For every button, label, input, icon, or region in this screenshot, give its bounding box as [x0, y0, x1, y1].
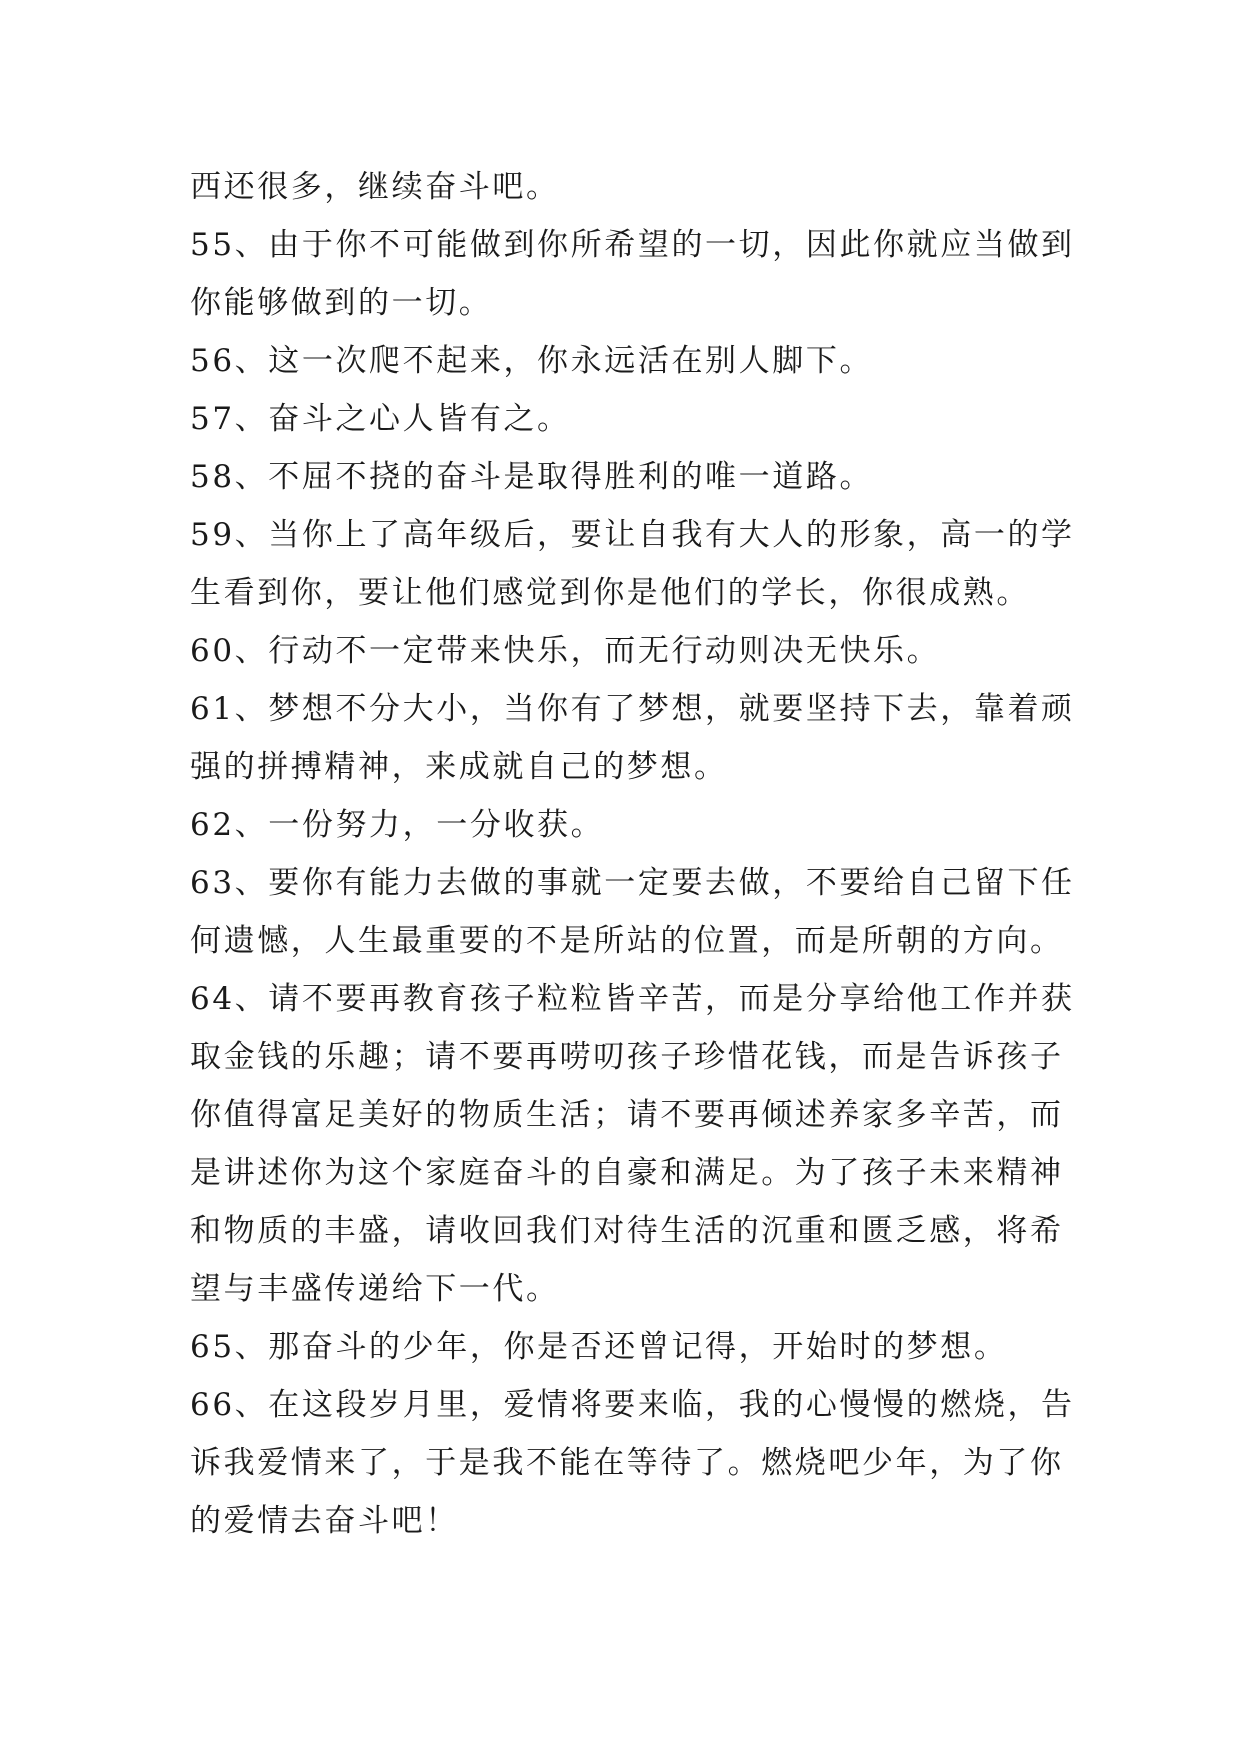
text-line: 59、当你上了高年级后，要让自我有大人的形象，高一的学 — [190, 517, 1075, 553]
text-line: 63、要你有能力去做的事就一定要去做，不要给自己留下任 — [190, 865, 1075, 901]
text-line: 61、梦想不分大小，当你有了梦想，就要坚持下去，靠着顽 — [190, 691, 1075, 727]
text-line: 诉我爱情来了，于是我不能在等待了。燃烧吧少年，为了你 — [190, 1445, 1064, 1481]
document-body — [190, 158, 1075, 1550]
text-line: 57、奋斗之心人皆有之。 — [190, 401, 571, 437]
text-line: 58、不屈不挠的奋斗是取得胜利的唯一道路。 — [190, 459, 874, 495]
text-line: 65、那奋斗的少年，你是否还曾记得，开始时的梦想。 — [190, 1329, 1008, 1365]
text-line: 66、在这段岁月里，爱情将要来临，我的心慢慢的燃烧，告 — [190, 1387, 1075, 1423]
text-line: 62、一份努力，一分收获。 — [190, 807, 605, 843]
text-line: 你值得富足美好的物质生活；请不要再倾述养家多辛苦，而 — [190, 1097, 1064, 1133]
text-line: 生看到你，要让他们感觉到你是他们的学长，你很成熟。 — [190, 575, 1030, 611]
text-line: 西还很多，继续奋斗吧。 — [190, 169, 560, 205]
text-line: 你能够做到的一切。 — [190, 285, 493, 321]
text-line: 望与丰盛传递给下一代。 — [190, 1271, 560, 1307]
text-line: 何遗憾，人生最重要的不是所站的位置，而是所朝的方向。 — [190, 923, 1064, 959]
text-line: 是讲述你为这个家庭奋斗的自豪和满足。为了孩子未来精神 — [190, 1155, 1064, 1191]
text-line: 强的拼搏精神，来成就自己的梦想。 — [190, 749, 728, 785]
text-line: 取金钱的乐趣；请不要再唠叨孩子珍惜花钱，而是告诉孩子 — [190, 1039, 1064, 1075]
text-line: 55、由于你不可能做到你所希望的一切，因此你就应当做到 — [190, 227, 1075, 263]
text-line: 64、请不要再教育孩子粒粒皆辛苦，而是分享给他工作并获 — [190, 981, 1075, 1017]
text-line: 的爱情去奋斗吧！ — [190, 1503, 459, 1539]
text-line: 60、行动不一定带来快乐，而无行动则决无快乐。 — [190, 633, 941, 669]
text-line: 和物质的丰盛，请收回我们对待生活的沉重和匮乏感，将希 — [190, 1213, 1064, 1249]
text-line: 56、这一次爬不起来，你永远活在别人脚下。 — [190, 343, 874, 379]
